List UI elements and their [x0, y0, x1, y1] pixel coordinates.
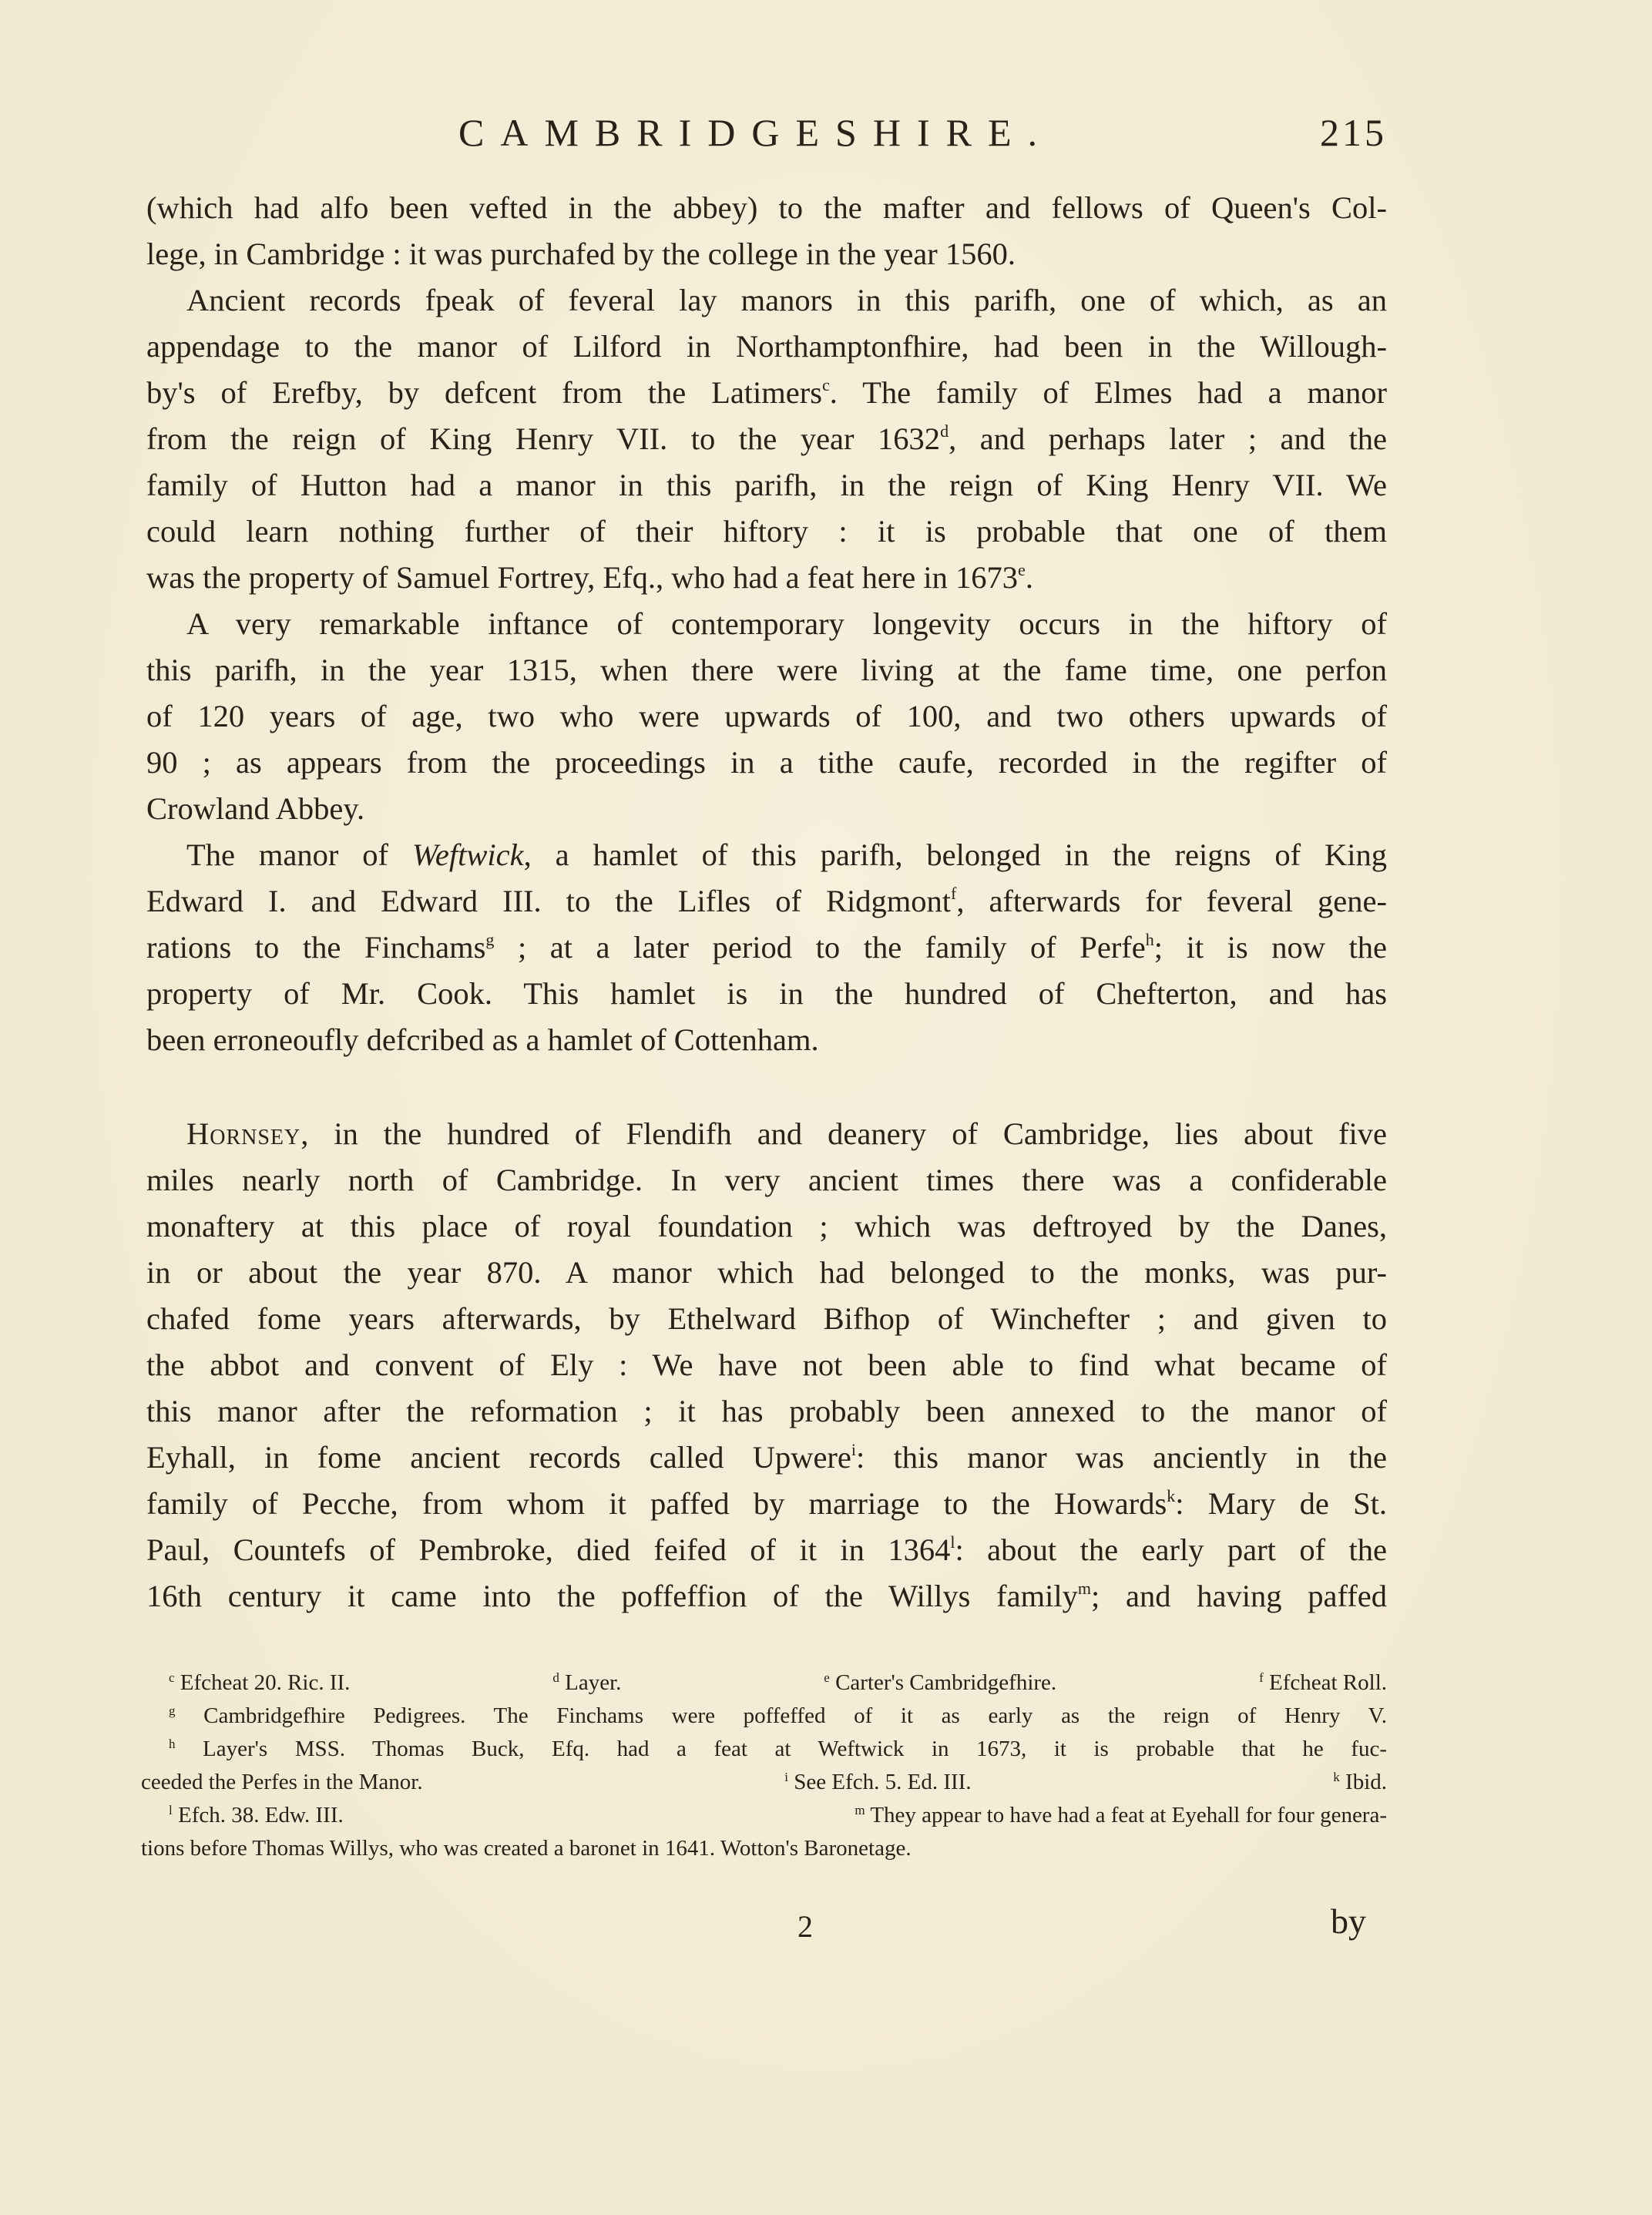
- text-line: from the reign of King Henry VII. to the year 1632$^d$, and perhaps later ; and the: [146, 421, 1388, 456]
- footnote-ref-c: c: [822, 375, 830, 394]
- text-line: Ancient records fpeak of feveral lay manors in this parifh, one of which, as an: [186, 283, 1387, 317]
- text-line: lege, in Cambridge : it was purchafed by the college in the year 1560.: [146, 237, 1016, 271]
- text-line: family of Pecche, from whom it paffed by marriage to the Howards$^k$: Mary de St.: [146, 1486, 1387, 1521]
- text-line: 16th century it came into the poffeffion of the Willys family$^m$; and having paffed: [146, 1579, 1387, 1613]
- text-line: Paul, Countefs of Pembroke, died feifed of it in 1364$^l$: about the early part of the: [146, 1532, 1387, 1567]
- text-line: monaftery at this place of royal foundation ; which was deftroyed by the Danes,: [146, 1209, 1387, 1243]
- text-line: Eyhall, in fome ancient records called Upwere$^i$: this manor was anciently in the: [146, 1440, 1387, 1475]
- footnote-d: $^d$ Layer.: [552, 1670, 622, 1695]
- footnote-k: $^k$ Ibid.: [1333, 1770, 1388, 1794]
- text-line: could learn nothing further of their hiftory : it is probable that one of them: [146, 514, 1387, 549]
- text-line: chafed fome years afterwards, by Ethelward Bifhop of Winchefter ; and given to: [146, 1301, 1387, 1336]
- place-name-hornsey: Hornsey: [186, 1116, 301, 1151]
- footnote-line: [141, 1666, 1387, 1700]
- text-line: this parifh, in the year 1315, when there were living at the fame time, one perfon: [146, 653, 1387, 687]
- footnote-h: $^h$ Layer's MSS. Thomas Buck, Efq. had a feat at Weftwick in 1673, it is probable that he fuc-: [169, 1737, 1387, 1761]
- body-text: [146, 185, 1387, 1619]
- running-title: CAMBRIDGESHIRE.: [458, 111, 1053, 154]
- footnote-g: $^g$ Cambridgefhire Pedigrees. The Finchams were poffeffed of it as early as the reign of Henry V.: [169, 1703, 1388, 1728]
- text-line: in or about the year 870. A manor which had belonged to the monks, was pur-: [146, 1255, 1387, 1290]
- text-line: Hornsey, in the hundred of Flendifh and deanery of Cambridge, lies about five: [186, 1116, 1387, 1151]
- footnote-ref-d: d: [940, 421, 949, 441]
- text-line: been erroneoufly defcribed as a hamlet of Cottenham.: [146, 1022, 819, 1057]
- text-line: appendage to the manor of Lilford in Northamptonfhire, had been in the Willough-: [146, 329, 1387, 364]
- text-line: rations to the Finchams$^g$ ; at a later period to the family of Perfe$^h$; it is now the: [146, 930, 1388, 965]
- footnote-ref-i: i: [851, 1440, 857, 1459]
- footnote-m-continued: tions before Thomas Willys, who was created a baronet in 1641. Wotton's Baronetage.: [141, 1836, 912, 1861]
- footnote-ref-k: k: [1167, 1486, 1176, 1505]
- footnote-ref-l: l: [950, 1532, 955, 1552]
- footnote-c: $^c$ Efcheat 20. Ric. II.: [169, 1670, 351, 1695]
- text-line: (which had alfo been vefted in the abbey) to the mafter and fellows of Queen's Col-: [146, 190, 1387, 225]
- text-line: A very remarkable inftance of contemporary longevity occurs in the hiftory of: [186, 606, 1387, 641]
- footnote-e: $^e$ Carter's Cambridgefhire.: [824, 1670, 1057, 1695]
- catchword: by: [1331, 1901, 1366, 1941]
- text-line: property of Mr. Cook. This hamlet is in the hundred of Chefterton, and has: [146, 976, 1387, 1011]
- footnote-i: $^i$ See Efch. 5. Ed. III.: [784, 1770, 972, 1794]
- text-line: family of Hutton had a manor in this parifh, in the reign of King Henry VII. We: [146, 468, 1387, 502]
- text-line: this manor after the reformation ; it has probably been annexed to the manor of: [146, 1394, 1387, 1428]
- footnote-f: $^f$ Efcheat Roll.: [1259, 1670, 1388, 1695]
- footnote-ref-h: h: [1145, 930, 1154, 949]
- text-line: was the property of Samuel Fortrey, Efq., who had a feat here in 1673e.: [146, 560, 1033, 595]
- place-name-westwick: Weftwick: [411, 837, 524, 872]
- footnote-l: $^l$ Efch. 38. Edw. III.: [169, 1803, 344, 1827]
- running-head: [0, 109, 1652, 156]
- page-number: 215: [1320, 111, 1387, 154]
- footnote-line: [141, 1766, 1387, 1799]
- footnote-h-continued: ceeded the Perfes in the Manor.: [141, 1770, 423, 1794]
- footnotes: [141, 1666, 1387, 1865]
- footnote-ref-g: g: [485, 930, 495, 949]
- footnote-ref-m: m: [1077, 1579, 1092, 1598]
- text-line: by's of Erefby, by defcent from the Latimers$^c$. The family of Elmes had a manor: [146, 375, 1387, 410]
- text-line: Edward I. and Edward III. to the Lifles of Ridgmont$^f$, afterwards for feveral gene-: [146, 884, 1387, 918]
- footnote-ref-e: e: [1018, 560, 1026, 579]
- footnote-m: $^m$ They appear to have had a feat at Eyehall for four genera-: [855, 1803, 1387, 1827]
- signature-mark: 2: [797, 1909, 813, 1944]
- text-line: 90 ; as appears from the proceedings in a tithe caufe, recorded in the regifter of: [146, 745, 1387, 780]
- text-line: Crowland Abbey.: [146, 791, 365, 826]
- text-line: of 120 years of age, two who were upwards of 100, and two others upwards of: [146, 699, 1387, 733]
- footnote-line: [141, 1799, 1387, 1832]
- section-gap: [146, 1063, 1387, 1111]
- text-line: The manor of Weftwick, a hamlet of this parifh, belonged in the reigns of King: [186, 837, 1387, 872]
- text-line: miles nearly north of Cambridge. In very ancient times there was a confiderable: [146, 1163, 1387, 1197]
- text-line: the abbot and convent of Ely : We have not been able to find what became of: [146, 1347, 1387, 1382]
- footnote-ref-f: f: [950, 884, 957, 903]
